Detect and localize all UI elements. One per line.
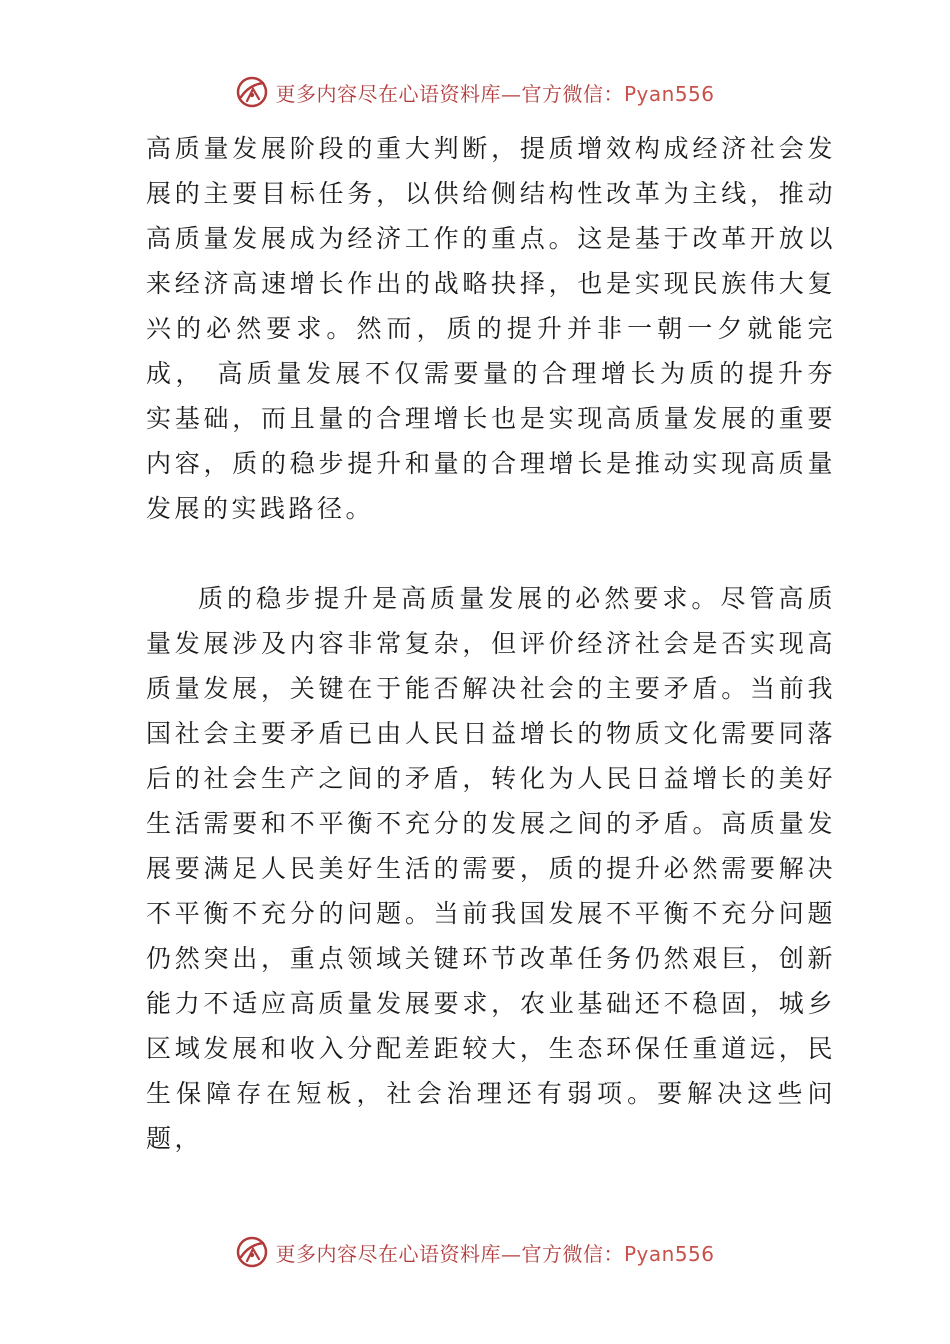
document-body [146, 126, 836, 1161]
footer-banner-text: 更多内容尽在心语资料库—官方微信：Pyan556 [275, 1241, 715, 1266]
paragraph-2: 质的稳步提升是高质量发展的必然要求。尽管高质量发展涉及内容非常复杂，但评价经济社会是否实现高质量发展，关键在于能否解决社会的主要矛盾。当前我国社会主要矛盾已由人民日益增长的物质文化需要同落后的社会生产之间的矛盾，转化为人民日益增长的美好生活需要和不平衡不充分的发展之间的矛盾。高质量发展要满足人民美好生活的需要，质的提升必然需要解决不平衡不充分的问题。当前我国发展不平衡不充分问题仍然突出，重点领域关键环节改革任务仍然艰巨，创新能力不适应高质量发展要求，农业基础还不稳固，城乡区域发展和收入分配差距较大，生态环保任重道远，民生保障存在短板，社会治理还有弱项。要解决这些问题， [146, 584, 836, 1153]
header-banner-text: 更多内容尽在心语资料库—官方微信：Pyan556 [275, 81, 715, 106]
header-banner [0, 72, 950, 112]
footer-banner [0, 1232, 950, 1272]
seal-logo-icon [235, 1235, 269, 1269]
header-wechat-id: Pyan556 [623, 81, 715, 106]
seal-logo-icon [235, 75, 269, 109]
paragraph-1: 高质量发展阶段的重大判断，提质增效构成经济社会发展的主要目标任务，以供给侧结构性改革为主线，推动高质量发展成为经济工作的重点。这是基于改革开放以来经济高速增长作出的战略抉择，也是实现民族伟大复兴的必然要求。然而，质的提升并非一朝一夕就能完成， 高质量发展不仅需要量的合理增长为质的提升夯实基础，而且量的合理增长也是实现高质量发展的重要内容，质的稳步提升和量的合理增长是推动实现高质量发展的实践路径。 [146, 134, 836, 523]
footer-wechat-id: Pyan556 [623, 1241, 715, 1266]
